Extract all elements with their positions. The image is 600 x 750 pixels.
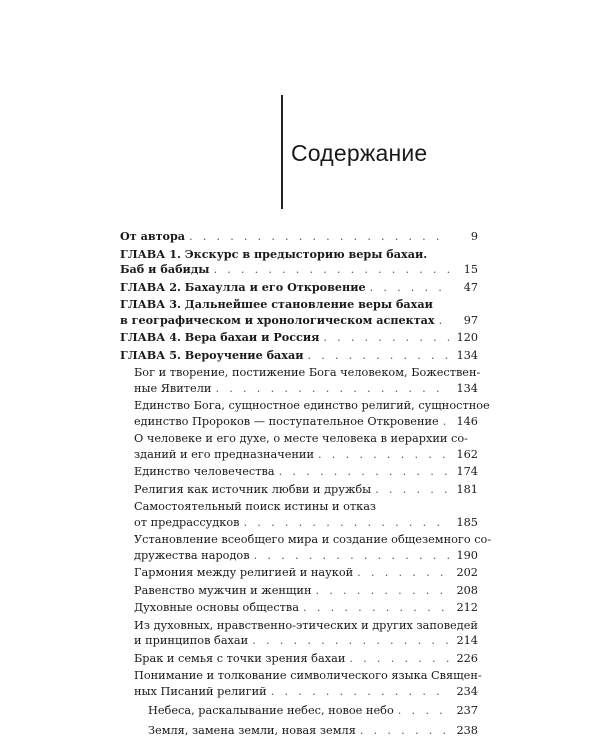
dot-leader [370, 280, 450, 296]
page-number: 237 [456, 704, 478, 717]
dot-leader [303, 600, 450, 616]
toc-entry-title-line: Понимание и толкование символического языка Священ- [134, 669, 482, 682]
toc-entry[interactable] [134, 532, 492, 563]
page-number: 214 [456, 634, 478, 647]
dot-leader [443, 414, 450, 430]
page-number: 208 [456, 583, 478, 597]
toc-entry[interactable] [120, 330, 478, 346]
toc-entry-title: и принципов бахаи [134, 634, 249, 647]
toc-entry[interactable] [134, 668, 482, 699]
dot-leader [439, 313, 450, 329]
dot-leader [252, 633, 450, 649]
toc-entry-title-line: Бог и творение, постижение Бога человеком, Божествен- [134, 366, 481, 379]
dot-leader [271, 684, 450, 700]
page-number: 146 [456, 414, 478, 428]
toc-entry[interactable] [134, 583, 478, 599]
dot-leader [279, 464, 450, 480]
dot-leader [214, 262, 451, 278]
dot-leader [244, 515, 451, 531]
toc-entry-title: ных Писаний религий [134, 684, 267, 698]
dot-leader [349, 651, 450, 667]
toc-entry-title: зданий и его предназначении [134, 447, 314, 461]
page-number: 185 [456, 515, 478, 529]
page-number: 134 [456, 381, 478, 395]
dot-leader [318, 447, 450, 463]
toc-entry-title: Небеса, раскалывание небес, новое небо [148, 704, 394, 717]
dot-leader [375, 482, 450, 498]
toc-entry[interactable] [134, 651, 478, 667]
toc-entry[interactable] [134, 482, 478, 498]
toc-entry[interactable] [134, 398, 490, 429]
table-of-contents [120, 229, 492, 738]
toc-entry-title: ГЛАВА 5. Вероучение бахаи [120, 347, 304, 362]
toc-entry-title: от предрассудков [134, 515, 240, 529]
toc-entry-title: в географическом и хронологическом аспектах [120, 312, 435, 327]
toc-entry[interactable] [148, 703, 478, 719]
page-number: 174 [456, 465, 478, 478]
toc-entry[interactable] [120, 229, 478, 245]
toc-entry-title-line: Из духовных, нравственно-этических и других заповедей [134, 618, 478, 632]
toc-entry-title-line: ГЛАВА 3. Дальнейшее становление веры бахаи [120, 297, 433, 311]
dot-leader [315, 583, 450, 599]
page-number: 162 [456, 447, 478, 461]
toc-entry-title: Гармония между религией и наукой [134, 566, 354, 579]
toc-entry-title: От автора [120, 229, 186, 243]
toc-entry-title: Земля, замена земли, новая земля [148, 723, 356, 737]
toc-entry-title-line: Единство Бога, сущностное единство религий, сущностное [134, 399, 490, 412]
page-number: 120 [456, 331, 478, 344]
page-number: 15 [463, 263, 478, 276]
toc-entry[interactable] [134, 431, 478, 462]
page-number: 181 [456, 482, 478, 496]
toc-entry-title: Единство человечества [134, 465, 275, 478]
toc-entry[interactable] [134, 365, 481, 396]
toc-entry[interactable] [134, 464, 478, 480]
page-number: 97 [463, 313, 478, 327]
toc-entry[interactable] [148, 723, 478, 739]
page-number: 202 [456, 566, 478, 579]
toc-entry[interactable] [120, 247, 478, 278]
dot-leader [189, 229, 450, 245]
title-vertical-rule [281, 95, 283, 209]
toc-entry-title-line: Самостоятельный поиск истины и отказ [134, 500, 377, 513]
page-number: 238 [456, 723, 478, 737]
toc-entry-title: Духовные основы общества [134, 601, 300, 614]
toc-entry[interactable] [134, 565, 478, 581]
toc-entry[interactable] [120, 348, 478, 364]
toc-entry-title: единство Пророков — поступательное Откровение [134, 414, 439, 428]
page-number: 9 [470, 230, 478, 243]
dot-leader [254, 548, 450, 564]
toc-entry-title: Равенство мужчин и женщин [134, 583, 312, 597]
toc-entry[interactable] [134, 499, 478, 530]
toc-entry-title-line: ГЛАВА 1. Экскурс в предысторию веры бахаи. [120, 246, 428, 261]
dot-leader [215, 381, 450, 397]
toc-entry[interactable] [120, 297, 478, 328]
dot-leader [323, 330, 450, 346]
page-number: 47 [463, 280, 478, 294]
page-number: 212 [456, 601, 478, 614]
dot-leader [360, 723, 450, 739]
toc-entry[interactable] [134, 600, 478, 616]
toc-entry-title: ные Явители [134, 381, 212, 395]
toc-entry-title: Баб и бабиды [120, 262, 210, 276]
dot-leader [308, 348, 450, 364]
page-number: 190 [456, 548, 478, 562]
toc-entry-title: Религия как источник любви и дружбы [134, 482, 372, 496]
toc-entry[interactable] [134, 618, 478, 649]
toc-entry-title: ГЛАВА 4. Вера бахаи и Россия [120, 330, 320, 344]
page-number: 226 [456, 651, 478, 665]
toc-entry[interactable] [120, 280, 478, 296]
dot-leader [357, 565, 450, 581]
toc-entry-title-line: Установление всеобщего мира и создание общеземного со- [134, 533, 492, 546]
toc-entry-title: дружества народов [134, 548, 250, 562]
toc-entry-title: Брак и семья с точки зрения бахаи [134, 651, 346, 665]
dot-leader [398, 703, 450, 719]
page-number: 134 [456, 348, 478, 362]
page-title: Содержание [291, 140, 428, 166]
toc-entry-title-line: О человеке и его духе, о месте человека в иерархии со- [134, 432, 468, 445]
page-number: 234 [456, 684, 478, 698]
toc-entry-title: ГЛАВА 2. Бахаулла и его Откровение [120, 279, 366, 294]
